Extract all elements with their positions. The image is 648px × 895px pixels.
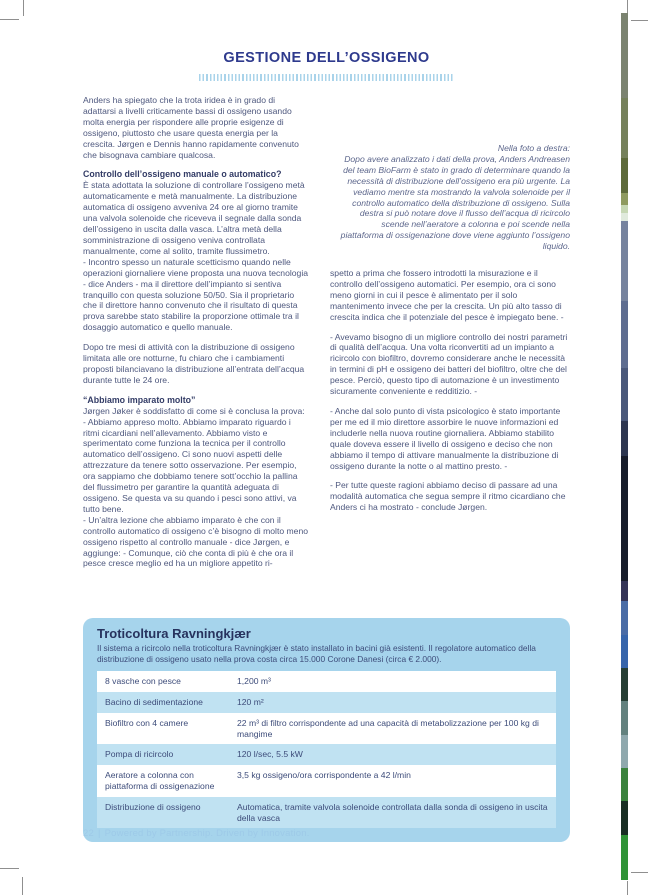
right-column-paragraphs	[330, 268, 570, 522]
page-footer	[83, 828, 310, 839]
spec-label: Aeratore a colonna con piattaforma di ossigenazione	[105, 770, 215, 791]
page-header	[83, 50, 570, 81]
crop-mark	[627, 881, 628, 895]
table-row	[97, 692, 556, 713]
crop-mark	[631, 20, 648, 21]
footer-separator: |	[97, 828, 101, 839]
info-box-title: Troticoltura Ravningkjær	[97, 626, 251, 641]
spec-value: 120 l/sec, 5.5 kW	[237, 749, 303, 760]
paragraph: Dopo tre mesi di attività con la distribuzione di ossigeno limitata alle ore notturne, fu chiaro che i cambiamenti proposti bilanciavano la distribuzione all’entrata dell’acqua durante tutte le 24 ore.	[83, 342, 305, 385]
paragraph: Anders ha spiegato che la trota iridea è in grado di adattarsi a livelli criticamente bassi di ossigeno usando molta energia per rispondere alle proprie esigenze di ossigeno, piuttosto che usare questa energia per la crescita. Jørgen e Dennis hanno rapidamente convenuto che bisognava cambiare qualcosa.	[83, 95, 299, 160]
page-title: GESTIONE DELL’OSSIGENO	[223, 50, 430, 66]
crop-mark	[0, 19, 19, 20]
crop-mark	[0, 868, 19, 869]
paragraph: - Avevamo bisogno di un migliore controllo dei nostri parametri di qualità dell’acqua. Una volta riconvertiti ad un impianto a ricircolo con biofiltro, dovremo considerare anche le necessità in termini di pH e ossigeno dei batteri del biofiltro, oltre che del pesce. Perciò, questo tipo di automazione è un investimento sicuramente conveniente e redditizio. -	[330, 331, 568, 397]
paragraph: Jørgen Jøker è soddisfatto di come si è conclusa la prova: - Abbiamo appreso molto. Abbiamo imparato riguardo i ritmi cicardiani nell’allevamento. Abbiamo visto e sperimentato come funziona la tecnica per il controllo automatico dell’ossigeno. Ci sono nuovi aspetti delle attrezzature da tenere sotto osservazione. Per esempio, ora sappiamo che dobbiamo tenere sott’occhio la pallina del flussimetro per garantire la quantità adeguata di ossigeno. Se questa va su quando i pesci sono attivi, va tutto bene.	[83, 405, 305, 514]
spec-value: Automatica, tramite valvola solenoide controllata dalla sonda di ossigeno in uscita della vasca	[237, 801, 548, 823]
spec-value: 120 m²	[237, 696, 264, 707]
crop-mark	[23, 0, 24, 16]
spec-value: 1,200 m³	[237, 676, 271, 687]
table-row	[97, 713, 556, 745]
table-row	[97, 671, 556, 692]
spec-label: Pompa di ricircolo	[105, 749, 174, 760]
footer-tagline: Powered by Partnership. Driven by Innovation.	[104, 828, 310, 839]
page-number: 22	[83, 828, 94, 839]
article-right-column	[330, 95, 570, 618]
section-heading: “Abbiamo imparato molto”	[83, 394, 196, 405]
photo-caption	[338, 143, 570, 252]
photo-caption-body: Dopo avere analizzato i dati della prova, Anders Andreasen del team BioFarm è stato in grado di determinare quando la necessità di distribuzione dell’ossigeno era più urgente. La vediamo mentre sta mostrando la valvola solenoide per il controllo automatico della distribuzione di ossigeno. Sulla destra si può notare dove il flusso dell’acqua di ricircolo scende nell’aeratore a colonna e poi scende nella piattaforma di ossigenazione dove viene aggiunto l’ossigeno liquido.	[340, 153, 570, 252]
paragraph: - Anche dal solo punto di vista psicologico è stato importante per me ed il mio direttore assorbire le nuove informazioni ed includerle nella nuova routine giornaliera. Abbiamo stabilito quale doveva essere il livello di ossigeno e deciso che non abbiamo il tempo di attivare manualmente la distribuzione di ossigeno durante la notte o al mattino presto. -	[330, 405, 561, 471]
paragraph: spetto a prima che fossero introdotti la misurazione e il controllo dell’ossigeno automatici. Per esempio, ora ci sono meno giorni in cui il pesce è alimentato per il solo mantenimento invece che per la crescita. Un più alto tasso di crescita indica che il potenziale del pesce è impiegato bene. -	[330, 268, 564, 322]
spec-value: 3,5 kg ossigeno/ora corrispondente a 42 l/min	[237, 770, 411, 781]
paragraph: - Un’altra lezione che abbiamo imparato è che con il controllo automatico di ossigeno c’è bisogno di molto meno ossigeno rispetto al controllo manuale - dice Jørgen, e aggiunge: - Comunque, ciò che conta di più è che ora il pesce cresce meglio ed ha un migliore appetito ri-	[83, 514, 308, 569]
spec-label: Bacino di sedimentazione	[105, 696, 203, 707]
table-row	[97, 765, 556, 797]
spec-label: Distribuzione di ossigeno	[105, 801, 201, 812]
paragraph: È stata adottata la soluzione di controllare l’ossigeno metà automaticamente e metà manualmente. La distribuzione automatica di ossigeno avveniva 24 ore al giorno tramite una valvola solenoide che riceveva il segnale dalla sonda dell’ossigeno in uscita dalla vasca. L’altra metà della somministrazione di ossigeno veniva controllata manualmente, come al solito, tramite flussimetro.	[83, 180, 305, 256]
table-row	[97, 744, 556, 765]
adjacent-page-photo-strip	[621, 13, 628, 880]
decorative-tick-rule	[199, 74, 454, 81]
table-row	[97, 797, 556, 829]
crop-mark	[631, 872, 648, 873]
photo-caption-lead: Nella foto a destra:	[497, 143, 570, 153]
info-box-intro: Il sistema a ricircolo nella troticoltura Ravningkjær è stato installato in bacini già esistenti. Il regolatore automatico della distribuzione di ossigeno usato nella prova costa circa 15.000 Corone Danesi (circa € 2.000).	[97, 643, 536, 664]
paragraph: - Per tutte queste ragioni abbiamo deciso di passare ad una modalità automatica che segua sempre il ritmo cicardiano che Anders ci ha mostrato - conclude Jørgen.	[330, 480, 566, 513]
paragraph: - Incontro spesso un naturale scetticismo quando nelle operazioni giornaliere viene proposta una nuova tecnologia - dice Anders - ma il direttore dell’impianto si sentiva tranquillo con questa soluzione 50/50. Sia il proprietario che il direttore hanno convenuto che il risultato di questa prova sarebbe stato stabilire la proporzione ottimale tra il dosaggio automatico e quello manuale.	[83, 256, 309, 333]
spec-label: 8 vasche con pesce	[105, 676, 181, 687]
spec-label: Biofiltro con 4 camere	[105, 717, 189, 728]
crop-mark	[22, 877, 23, 895]
specs-table	[97, 671, 556, 828]
section-heading: Controllo dell’ossigeno manuale o automatico?	[83, 169, 282, 180]
spec-value: 22 m³ di filtro corrispondente ad una capacità di metabolizzazione per 100 kg di mangime	[237, 717, 539, 739]
info-box	[83, 618, 570, 842]
article-left-column	[83, 95, 309, 618]
